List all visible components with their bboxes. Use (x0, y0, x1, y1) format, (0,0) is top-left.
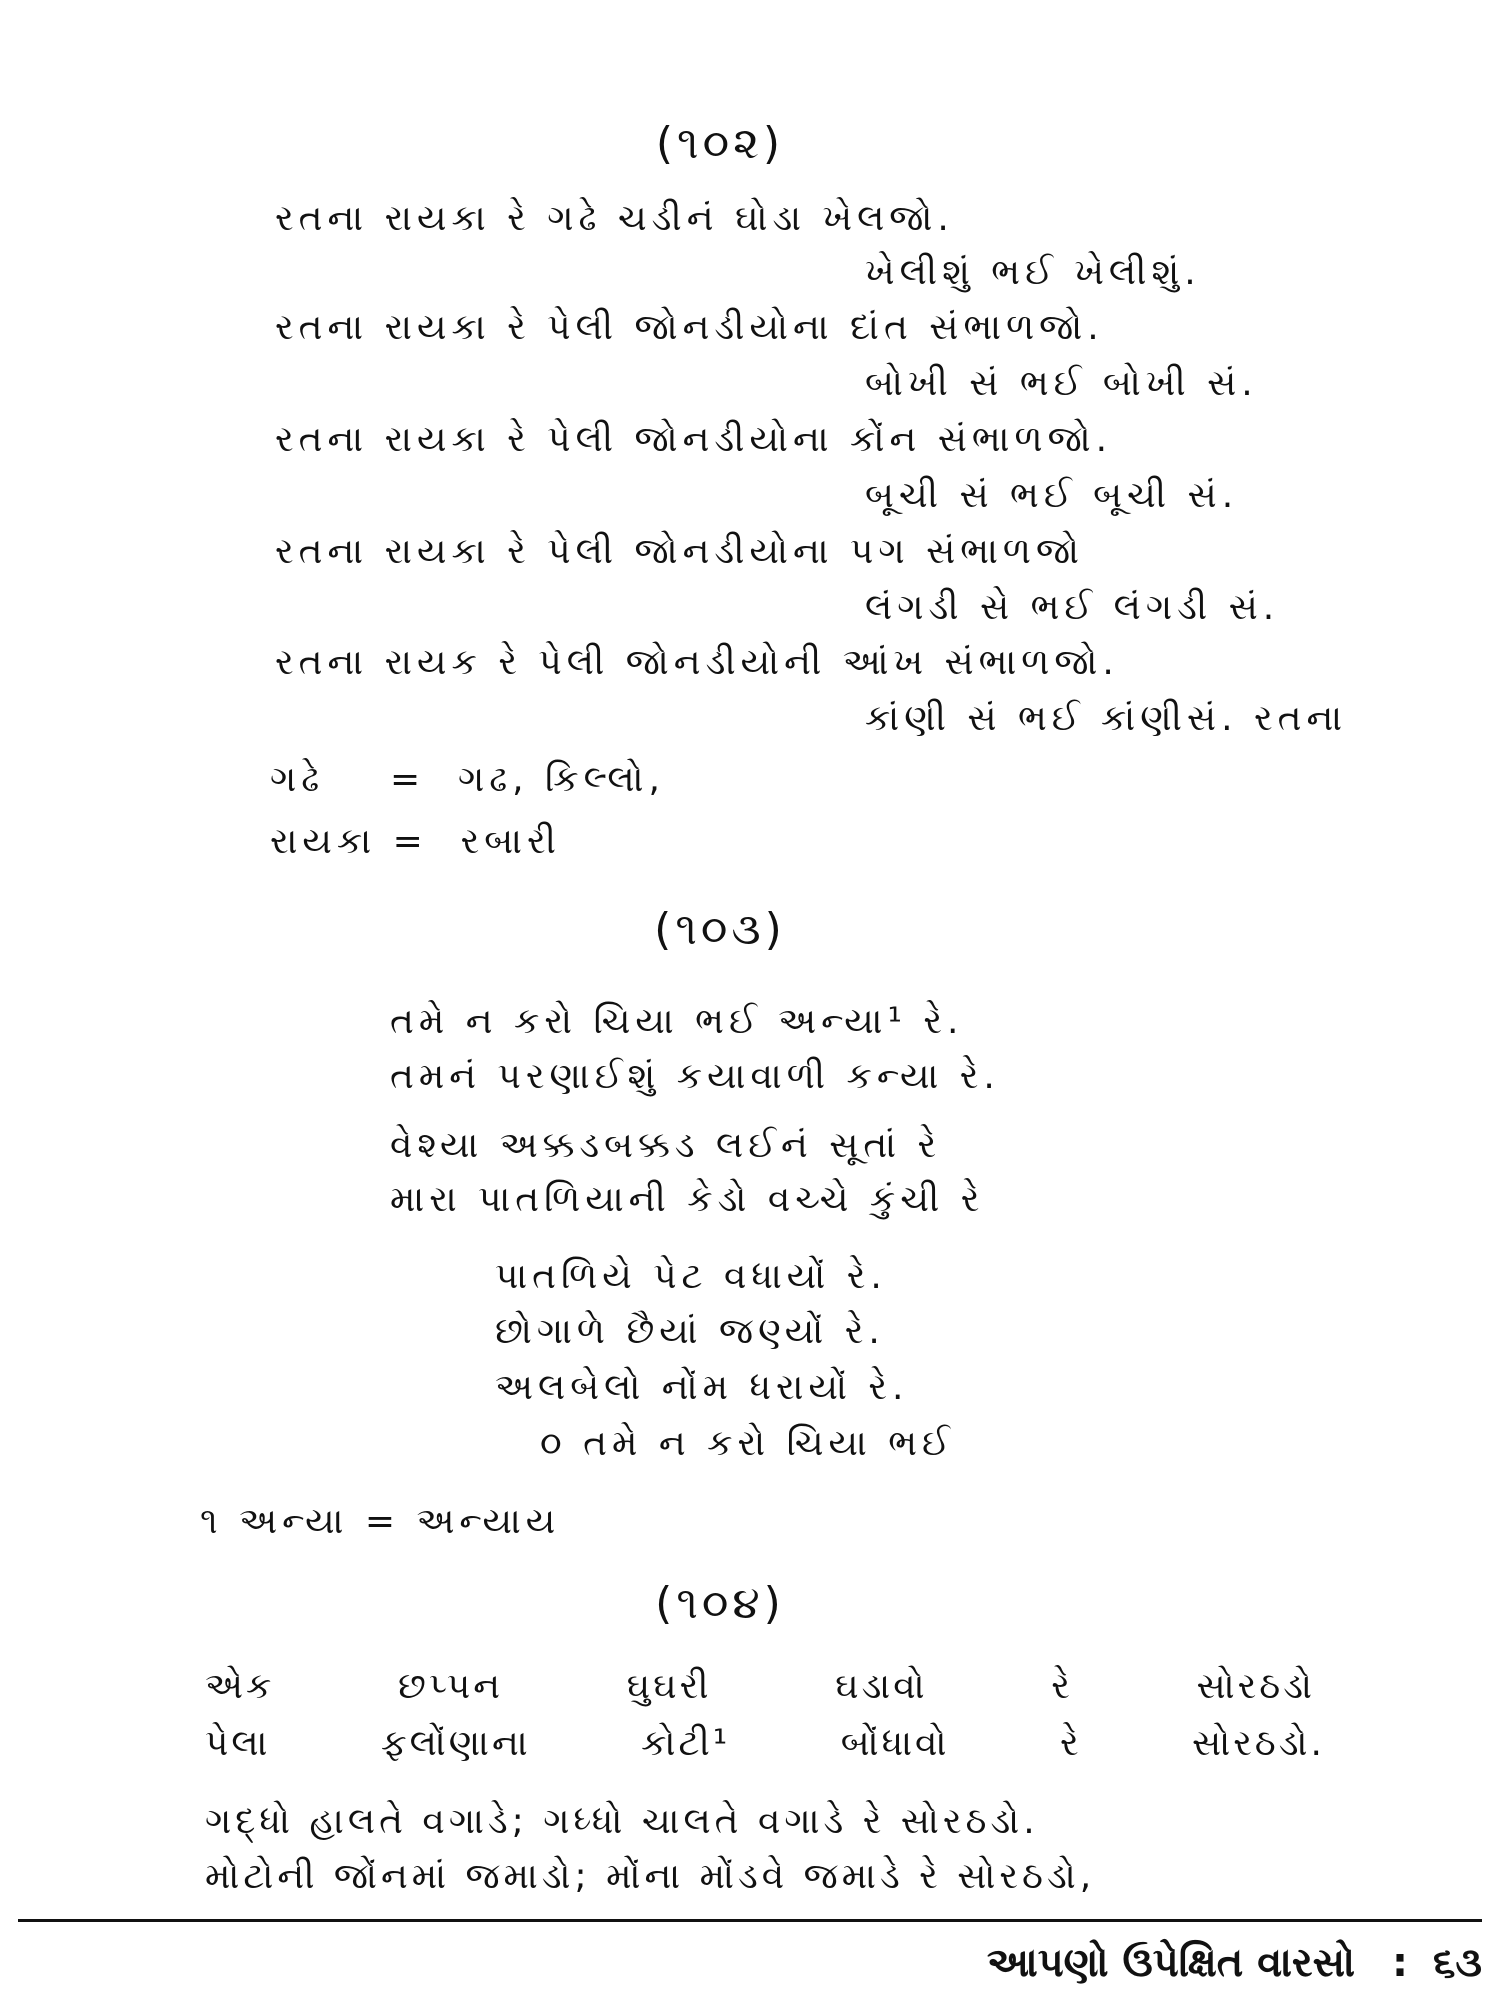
verse-refrain: બૂચી સં ભઈ બૂચી સં. (865, 475, 1239, 516)
verse-refrain: બોખી સં ભઈ બોખી સં. (865, 363, 1258, 404)
verse-line: રતના રાયક રે પેલી જોનડીયોની આંખ સંભાળજો. (275, 642, 1119, 683)
verse-row (205, 1666, 1315, 1708)
verse-line: તમે ન કરો ચિયા ભઈ અન્યા¹ રે. (390, 1001, 964, 1042)
verse-line: રતના રાયકા રે ગઢે ચડીનં ઘોડા ખેલજો. (275, 198, 954, 239)
verse-refrain: ખેલીશું ભઈ ખેલીશું. (865, 252, 1201, 293)
verse-refrain: કાંણી સં ભઈ કાંણીસં. રતના (865, 698, 1348, 739)
verse-word: રે (1059, 1723, 1082, 1764)
verse-word: સોરઠડો. (1192, 1723, 1325, 1764)
verse-refrain: લંગડી સે ભઈ લંગડી સં. (865, 587, 1280, 628)
verse-word: એક (205, 1666, 275, 1707)
section-heading-102: (૧૦૨) (655, 118, 785, 169)
verse-word: કોટી¹ (641, 1723, 731, 1764)
verse-word: સોરઠડો (1196, 1666, 1315, 1707)
verse-word: બોંધાવો (840, 1723, 950, 1764)
verse-line: મોટોની જોંનમાં જમાડો; મોંના મોંડવે જમાડે રે સોરઠડો, (205, 1856, 1096, 1897)
verse-line: છોગાળે છૈયાં જણ્યોં રે. (495, 1311, 885, 1352)
verse-line: રતના રાયકા રે પેલી જોનડીયોના કોંન સંભાળજો. (275, 419, 1113, 460)
verse-refrain: ૦ તમે ન કરો ચિયા ભઈ (540, 1423, 955, 1464)
section-heading-104: (૧૦૪) (655, 1578, 785, 1629)
footer-divider (18, 1919, 1482, 1922)
glossary-entry: રાયકા = રબારી (270, 821, 561, 862)
verse-word: ઘડાવો (835, 1666, 928, 1707)
section-heading-103: (૧૦૩) (654, 904, 786, 955)
verse-line: પાતળિયે પેટ વધાયોં રે. (495, 1256, 887, 1297)
verse-word: રે (1051, 1666, 1073, 1707)
verse-line: તમનં પરણાઈશું કયાવાળી કન્યા રે. (390, 1056, 1000, 1097)
footer-separator: : (1392, 1940, 1408, 1986)
page-number: ૬૩ (1432, 1940, 1482, 1986)
verse-row (205, 1723, 1325, 1765)
footnote: ૧ અન્યા = અન્યાય (200, 1501, 561, 1542)
verse-word: પેલા (205, 1723, 271, 1764)
verse-word: ફલોંણાના (380, 1723, 531, 1764)
verse-line: ગદ્ધો હાલતે વગાડે; ગધ્ધો ચાલતે વગાડે રે સોરઠડો. (205, 1801, 1039, 1842)
verse-line: વેશ્યા અક્કડબક્કડ લઈનં સૂતાં રે (390, 1125, 942, 1166)
footer-book-title: આપણો ઉપેક્ષિત વારસો (986, 1940, 1355, 1986)
glossary-entry: ગઢે = ગઢ, કિલ્લો, (270, 759, 665, 800)
verse-line: રતના રાયકા રે પેલી જોનડીયોના પગ સંભાળજો (275, 531, 1085, 572)
verse-line: મારા પાતળિયાની કેડો વચ્ચે કુંચી રે (390, 1179, 985, 1220)
verse-line: રતના રાયકા રે પેલી જોનડીયોના દાંત સંભાળજો. (275, 307, 1104, 348)
verse-line: અલબેલો નોંમ ધરાયોં રે. (495, 1367, 909, 1408)
verse-word: ઘુઘરી (626, 1666, 712, 1707)
verse-word: છપ્પન (398, 1666, 504, 1707)
